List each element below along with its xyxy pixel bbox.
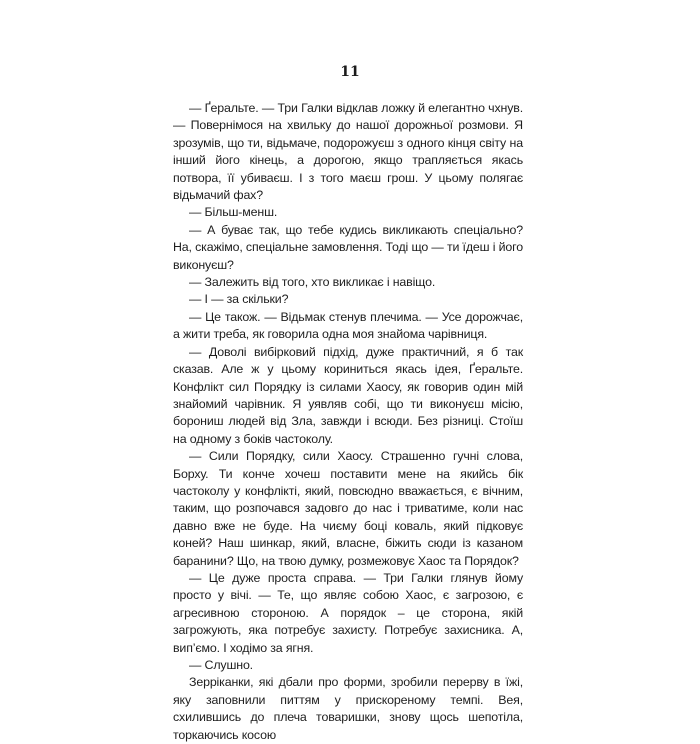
page-number: 11 <box>340 64 360 80</box>
paragraph: — Ґеральте. — Три Галки відклав ложку й елегантно чхнув. — Повернімося на хвильку до нашої дорожньої розмови. Я зрозумів, що ти, відьмаче, подорожуєш з одного кінця світу на інший його кінець, а дорогою, якщо трапляється якась потвора, її убиваєш. І з того маєш грош. У цьому полягає відьмачий фах? <box>173 101 523 203</box>
paragraph: — Слушно. <box>189 658 253 672</box>
paragraph: — Сили Порядку, сили Хаосу. Страшенно гучні слова, Борху. Ти конче хочеш поставити мене на якийсь бік частоколу у конфлікті, який, повсюдно вважається, є вічним, таким, що розпочався задовго до нас і триватиме, коли нас давно вже не буде. На чиєму боці коваль, який підковує коней? Наш шинкар, який, власне, біжить сюди із казаном баранини? Що, на твою думку, розмежовує Хаос та Порядок? <box>173 449 523 568</box>
paragraph: — І — за скільки? <box>189 292 289 307</box>
paragraph: — А буває так, що тебе кудись викликають спеціально? На, скажімо, спеціальне замовлення. Тоді що — ти їдеш і його виконуєш? <box>173 222 523 272</box>
paragraph: — Це дуже проста справа. — Три Галки глянув йому просто у вічі. — Те, що являє собою Хаос, є загрозою, є агресивною стороною. А порядок – це сторона, якій загрожують, яка потребує захисту. Потребує захисника. А, вип’ємо. І ходімо за ягня. <box>173 570 523 655</box>
paragraph: — Доволі вибірковий підхід, дуже практичний, я б так сказав. Але ж у цьому кориниться якась ідея, Ґеральте. Конфлікт сил Порядку із силами Хаосу, як говорив один мій знайомий чарівник. Я уявляв собі, що ти виконуєш місію, борониш людей від Зла, завжди і всюди. Без різниці. Стоїш на одному з боків частоколу. <box>173 344 523 446</box>
paragraph: Зерріканки, які дбали про форми, зробили перерву в їжі, яку заповнили питтям у прискореному темпі. Вея, схилившись до плеча товаришки, знову щось шепотіла, торкаючись косою <box>173 675 523 742</box>
paragraph: — Це також. — Відьмак стенув плечима. — Усе дорожчає, а жити треба, як говорила одна моя знайома чарівниця. <box>173 309 523 342</box>
paragraph: — Залежить від того, хто викликає і навіщо. <box>189 275 436 290</box>
paragraph: — Більш-менш. <box>189 205 278 220</box>
body-text <box>173 100 523 744</box>
